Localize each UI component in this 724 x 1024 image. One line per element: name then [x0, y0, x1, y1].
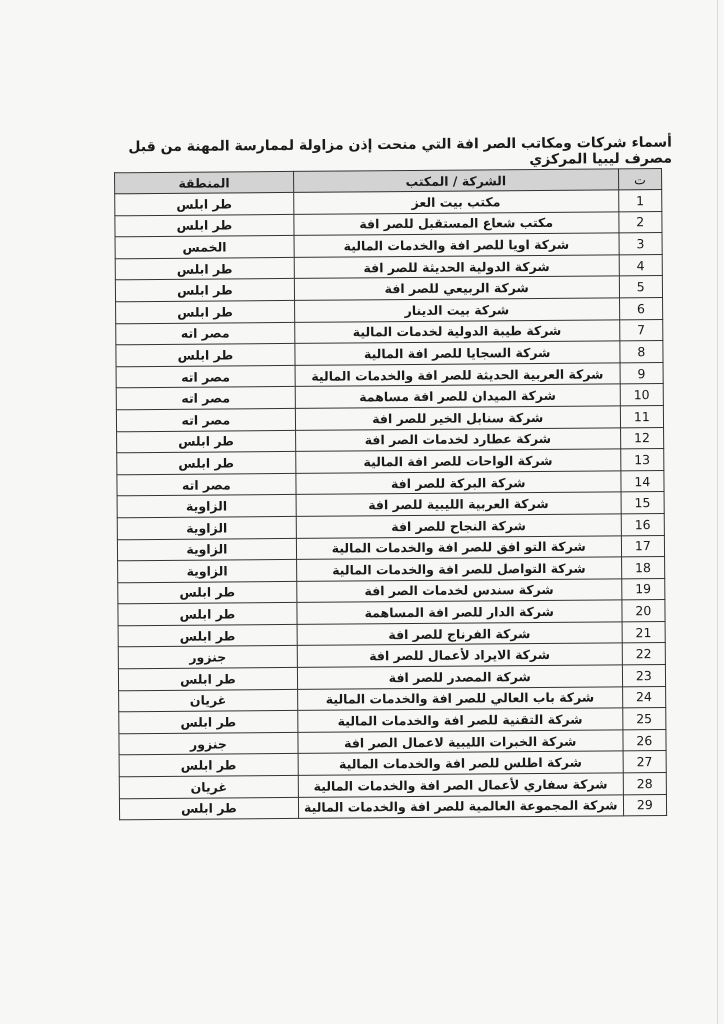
region-name: غريان — [119, 775, 298, 798]
row-number: 19 — [621, 578, 665, 600]
region-name: طر ابلس — [119, 754, 298, 777]
company-name: شركة البركة للصر افة — [296, 471, 621, 495]
company-name: شركة الدولية الحديثة للصر افة — [294, 255, 619, 279]
header-region: المنطقة — [115, 171, 294, 193]
region-name: طر ابلس — [118, 603, 297, 626]
region-name: طر ابلس — [115, 279, 294, 302]
company-name: شركة اويا للصر افة والخدمات المالية — [294, 233, 619, 257]
row-number: 3 — [619, 233, 663, 255]
region-name: الزاوية — [117, 516, 296, 539]
company-name: شركة عطارد لخدمات الصر افة — [295, 427, 620, 451]
region-name: طر ابلس — [117, 430, 296, 453]
row-number: 8 — [620, 341, 664, 363]
region-name: مصر اته — [116, 322, 295, 345]
company-name: شركة سندس لخدمات الصر افة — [297, 579, 622, 603]
row-number: 5 — [619, 276, 663, 298]
region-name: غريان — [119, 689, 298, 712]
row-number: 26 — [623, 729, 667, 751]
row-number: 11 — [620, 405, 664, 427]
company-name: شركة الفرناج للصر افة — [297, 622, 622, 646]
region-name: طر ابلس — [119, 797, 298, 820]
exchange-companies-table — [114, 168, 667, 821]
header-company: الشركة / المكتب — [293, 169, 618, 193]
table-body — [115, 190, 667, 820]
company-name: شركة العربية الحديثة للصر افة والخدمات المالية — [295, 363, 620, 387]
row-number: 6 — [619, 297, 663, 319]
row-number: 17 — [621, 535, 665, 557]
row-number: 24 — [622, 686, 666, 708]
company-name: شركة الربيعي للصر افة — [294, 276, 619, 300]
row-number: 12 — [620, 427, 664, 449]
company-name: شركة الميدان للصر افة مساهمة — [295, 384, 620, 408]
company-name: شركة التواصل للصر افة والخدمات المالية — [296, 557, 621, 581]
row-number: 28 — [623, 773, 667, 795]
region-name: طر ابلس — [115, 214, 294, 237]
row-number: 20 — [622, 600, 666, 622]
company-name: شركة باب العالي للصر افة والخدمات المالية — [297, 686, 622, 710]
region-name: طر ابلس — [116, 300, 295, 323]
row-number: 23 — [622, 665, 666, 687]
region-name: الزاوية — [118, 559, 297, 582]
row-number: 10 — [620, 384, 664, 406]
company-name: شركة المصدر للصر افة — [297, 665, 622, 689]
company-name: شركة الدار للصر افة المساهمة — [297, 600, 622, 624]
region-name: جنزور — [119, 732, 298, 755]
region-name: طر ابلس — [116, 344, 295, 367]
table-row — [119, 794, 666, 820]
company-name: شركة الايراد لأعمال للصر افة — [297, 643, 622, 667]
company-name: شركة السجايا للصر افة المالية — [295, 341, 620, 365]
region-name: الزاوية — [117, 495, 296, 518]
row-number: 2 — [618, 211, 662, 233]
company-name: شركة التو افق للصر افة والخدمات المالية — [296, 535, 621, 559]
row-number: 21 — [622, 621, 666, 643]
row-number: 18 — [621, 557, 665, 579]
company-name: شركة سنابل الخير للصر افة — [295, 406, 620, 430]
row-number: 13 — [620, 449, 664, 471]
company-name: شركة بيت الدينار — [294, 298, 619, 322]
row-number: 1 — [618, 190, 662, 212]
region-name: طر ابلس — [118, 624, 297, 647]
region-name: مصر اته — [117, 473, 296, 496]
company-name: شركة طيبة الدولية لخدمات المالية — [295, 319, 620, 343]
document-title: أسماء شركات ومكاتب الصر افة التي منحت إذن مزاولة لممارسة المهنة من قبل مصرف ليبيا المركزي — [128, 134, 673, 168]
region-name: الخمس — [115, 236, 294, 259]
exchange-companies-table-container — [114, 168, 667, 821]
company-name: شركة التقنية للصر افة والخدمات المالية — [298, 708, 623, 732]
company-name: مكتب شعاع المستقبل للصر افة — [294, 211, 619, 235]
row-number: 16 — [621, 513, 665, 535]
region-name: الزاوية — [117, 538, 296, 561]
company-name: شركة الواحات للصر افة المالية — [296, 449, 621, 473]
row-number: 25 — [622, 708, 666, 730]
region-name: طر ابلس — [115, 192, 294, 215]
region-name: مصر اته — [116, 387, 295, 410]
region-name: مصر اته — [116, 408, 295, 431]
row-number: 7 — [619, 319, 663, 341]
company-name: شركة الخبرات الليبية لاعمال الصر افة — [298, 730, 623, 754]
region-name: مصر اته — [116, 365, 295, 388]
company-name: شركة اطلس للصر افة والخدمات المالية — [298, 751, 623, 775]
region-name: طر ابلس — [117, 452, 296, 475]
company-name: شركة العربية الليبية للصر افة — [296, 492, 621, 516]
region-name: طر ابلس — [119, 711, 298, 734]
header-number: ت — [618, 169, 662, 190]
region-name: طر ابلس — [118, 667, 297, 690]
row-number: 14 — [621, 470, 665, 492]
row-number: 29 — [623, 794, 667, 816]
region-name: طر ابلس — [118, 581, 297, 604]
row-number: 4 — [619, 254, 663, 276]
row-number: 9 — [620, 362, 664, 384]
row-number: 27 — [623, 751, 667, 773]
region-name: طر ابلس — [115, 257, 294, 280]
page-edge — [717, 0, 718, 1024]
company-name: شركة النجاح للصر افة — [296, 514, 621, 538]
row-number: 22 — [622, 643, 666, 665]
company-name: شركة سفاري لأعمال الصر افة والخدمات المالية — [298, 773, 623, 797]
row-number: 15 — [621, 492, 665, 514]
company-name: شركة المجموعة العالمية للصر افة والخدمات المالية — [298, 794, 623, 818]
region-name: جنزور — [118, 646, 297, 669]
company-name: مكتب بيت العز — [294, 190, 619, 214]
